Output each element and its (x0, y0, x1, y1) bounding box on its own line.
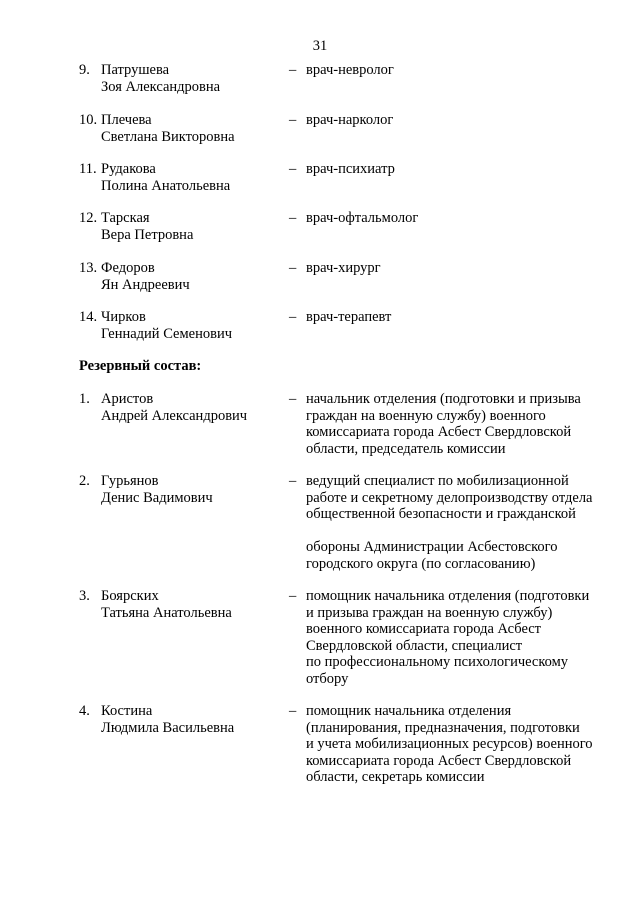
given-name: Людмила Васильевна (101, 719, 235, 736)
dash: – (289, 588, 297, 604)
dash: – (289, 391, 297, 407)
dash: – (289, 210, 297, 226)
role-line: помощник начальника отделения (306, 703, 512, 719)
role (306, 703, 606, 786)
role-line: (планирования, предназначения, подготовки (306, 719, 580, 736)
role-line: области, председатель комиссии (306, 440, 506, 457)
item-number: 1. (79, 391, 90, 407)
item-number: 2. (79, 473, 90, 489)
item-number: 4. (79, 703, 90, 719)
role (306, 161, 606, 178)
dash: – (289, 260, 297, 276)
reserve-heading: Резервный состав: (79, 358, 202, 374)
surname: Костина (101, 703, 153, 719)
role-line: комиссариата города Асбест Свердловской (306, 752, 572, 769)
role-line: врач-психиатр (306, 161, 395, 177)
role-line: области, секретарь комиссии (306, 769, 485, 785)
role-line: комиссариата города Асбест Свердловской (306, 424, 572, 440)
given-name: Зоя Александровна (101, 78, 221, 95)
given-name: Андрей Александрович (101, 407, 248, 424)
role (306, 210, 606, 227)
item-number: 3. (79, 588, 90, 604)
person-name (101, 473, 291, 506)
given-name: Татьяна Анатольевна (101, 604, 232, 621)
role-line: врач-хирург (306, 260, 381, 276)
dash: – (289, 161, 297, 177)
role-line: военного комиссариата города Асбест (306, 621, 542, 637)
role-line: обороны Администрации Асбестовского (306, 539, 558, 555)
surname: Тарская (101, 210, 150, 226)
surname: Федоров (101, 260, 155, 276)
person-name (101, 260, 291, 293)
item-number: 13. (79, 260, 98, 276)
role-line: работе и секретному делопроизводству отдела (306, 489, 593, 506)
item-number: 14. (79, 309, 98, 325)
role-line: отбору (306, 670, 349, 687)
person-name (101, 309, 291, 342)
person-name (101, 112, 291, 145)
surname: Рудакова (101, 161, 156, 177)
role (306, 588, 606, 687)
role (306, 309, 606, 326)
role-line: Свердловской области, специалист (306, 637, 523, 654)
role (306, 391, 606, 457)
given-name: Денис Вадимович (101, 489, 213, 506)
given-name: Геннадий Семенович (101, 325, 232, 342)
person-name (101, 391, 291, 424)
dash: – (289, 703, 297, 719)
person-name (101, 62, 291, 95)
role-line: врач-офтальмолог (306, 210, 419, 226)
role-line: городского округа (по согласованию) (306, 555, 536, 572)
dash: – (289, 309, 297, 325)
role-line: врач-нарколог (306, 112, 394, 128)
role-line (306, 523, 606, 540)
surname: Патрушева (101, 62, 170, 78)
role (306, 62, 606, 79)
given-name: Вера Петровна (101, 226, 194, 243)
role-line: по профессиональному психологическому (306, 654, 569, 670)
item-number: 10. (79, 112, 98, 128)
role (306, 473, 606, 572)
given-name: Полина Анатольевна (101, 177, 231, 194)
surname: Боярских (101, 588, 159, 604)
surname: Аристов (101, 391, 154, 407)
given-name: Светлана Викторовна (101, 128, 235, 145)
role-line: граждан на военную службу) военного (306, 407, 546, 424)
role (306, 260, 606, 277)
given-name: Ян Андреевич (101, 276, 190, 293)
item-number: 9. (79, 62, 90, 78)
role-line: ведущий специалист по мобилизационной (306, 473, 569, 489)
role-line: помощник начальника отделения (подготовки (306, 588, 590, 604)
role-line: и учета мобилизационных ресурсов) военного (306, 736, 593, 752)
role-line: врач-невролог (306, 62, 394, 78)
surname: Гурьянов (101, 473, 159, 489)
page-number: 31 (312, 38, 328, 54)
person-name (101, 161, 291, 194)
person-name (101, 588, 291, 621)
item-number: 12. (79, 210, 98, 226)
dash: – (289, 112, 297, 128)
role (306, 112, 606, 129)
role-line: общественной безопасности и гражданской (306, 506, 576, 522)
person-name (101, 703, 291, 736)
role-line: начальник отделения (подготовки и призыва (306, 391, 581, 407)
surname: Плечева (101, 112, 152, 128)
item-number: 11. (79, 161, 97, 177)
surname: Чирков (101, 309, 146, 325)
dash: – (289, 473, 297, 489)
dash: – (289, 62, 297, 78)
role-line: и призыва граждан на военную службу) (306, 604, 553, 621)
role-line: врач-терапевт (306, 309, 392, 325)
person-name (101, 210, 291, 243)
